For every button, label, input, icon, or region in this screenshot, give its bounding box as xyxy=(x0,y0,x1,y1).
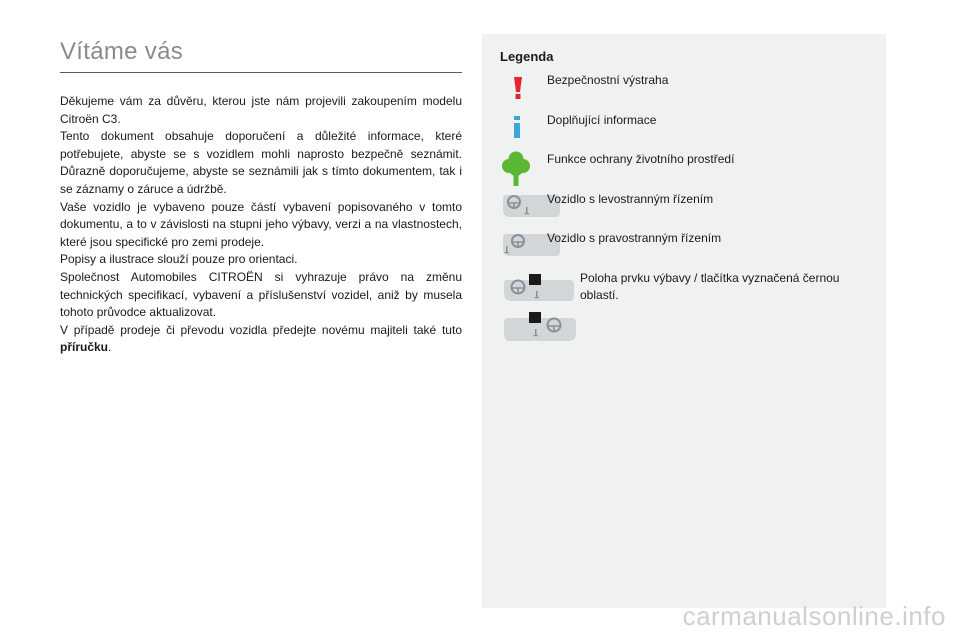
transfer-period: . xyxy=(108,340,112,355)
paragraph-document: Tento dokument obsahuje doporučení a důležité informace, které potřebujete, abyste se s vozidlem mohli naprosto bezpečně seznámit. Důrazně doporučujeme, abyste se seznámili jak s tímto dokumentem, tak i se záznamy o záruce a údržbě. xyxy=(60,129,462,196)
watermark: carmanualsonline.info xyxy=(682,601,946,631)
paragraph-transfer xyxy=(60,322,462,357)
legend-label-safety: Bezpečnostní výstraha xyxy=(547,73,669,87)
equipment-position-lhd-icon xyxy=(502,272,576,304)
page-title: Vítáme vás xyxy=(60,38,184,65)
paragraph-rights: Společnost Automobiles CITROËN si vyhrazuje právo na změnu technických specifikací, vybavení a příslušenství vozidel, aniž by musela tohoto průvodce aktualizovat. xyxy=(60,269,462,320)
legend-label-environment: Funkce ochrany životního prostředí xyxy=(547,152,735,166)
manual-emphasis: příručku xyxy=(60,340,109,355)
paragraph-thanks: Děkujeme vám za důvěru, kterou jste nám projevili zakoupením modelu Citroën C3. xyxy=(60,94,462,126)
legend-label-lhd: Vozidlo s levostranným řízením xyxy=(547,192,714,206)
tree-icon xyxy=(502,151,530,187)
paragraph-equipment: Vaše vozidlo je vybaveno pouze částí vybavení popisovaného v tomto dokumentu, a to v závislosti na stupni jeho výbavy, verzi a na vlastnostech, které jsou specifické pro zemi prodeje. xyxy=(60,199,462,249)
legend-label-rhd: Vozidlo s pravostranným řízením xyxy=(547,231,722,245)
legend-label-position: Poloha prvku výbavy / tlačítka vyznačená černou oblastí. xyxy=(580,271,840,302)
transfer-text: V případě prodeje či převodu vozidla předejte novému majiteli také tuto xyxy=(60,322,462,337)
equipment-position-rhd-icon xyxy=(502,310,576,344)
paragraph-illustrations: Popisy a ilustrace slouží pouze pro orientaci. xyxy=(60,252,298,267)
legend-title: Legenda xyxy=(500,49,554,64)
legend-label-info: Doplňující informace xyxy=(547,113,657,127)
info-icon xyxy=(512,115,522,139)
legend-panel xyxy=(482,34,886,608)
title-divider xyxy=(60,72,462,73)
intro-text xyxy=(60,93,462,357)
exclamation-icon xyxy=(512,76,524,100)
